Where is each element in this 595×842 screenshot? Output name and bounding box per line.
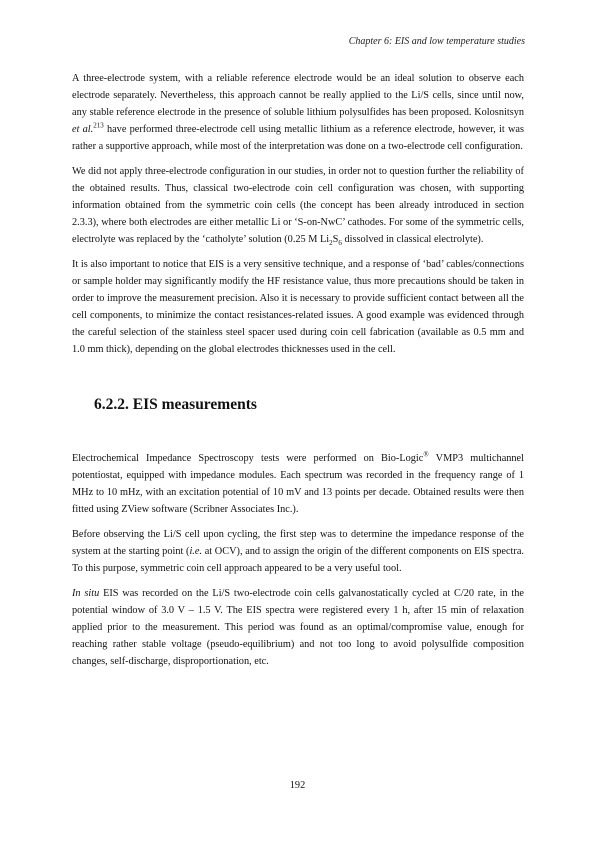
paragraph-eis-tests <box>72 450 524 518</box>
paragraph-impedance-response <box>72 526 524 577</box>
paragraph-two-electrode <box>72 163 524 248</box>
text-italic: et al. <box>72 124 94 135</box>
text-span: A three-electrode system, with a reliable reference electrode would be an ideal solution to observe each electrode separately. Nevertheless, this approach cannot be really applied to the Li/S cells, since until now, any stable reference electrode in the presence of soluble lithium polysulfides has been proposed. Kolosnitsyn <box>72 73 524 118</box>
text-span: at OCV), and to assign the origin of the different components on EIS spectra. To this purpose, symmetric coin cell approach appeared to be a very useful tool. <box>72 546 524 574</box>
text-italic: In situ <box>72 588 100 599</box>
text-italic: i.e. <box>189 546 203 557</box>
citation-ref: 213 <box>93 121 104 130</box>
text-span: Before observing the Li/S cell upon cycling, the first step was to determine the impedance response of the system at the starting point ( <box>72 529 524 557</box>
text-span: EIS was recorded on the Li/S two-electrode coin cells galvanostatically cycled at C/20 rate, in the potential window of 3.0 V – 1.5 V. The EIS spectra were registered every 1 h, after 15 min of relaxation applied prior to the measurement. This period was found as an optimal/compromise value, enough for reaching rather stable voltage (pseudo-equilibrium) and not too long to avoid polysulfide composition changes, self-discharge, disproportionation, etc. <box>72 588 524 667</box>
running-header: Chapter 6: EIS and low temperature studies <box>348 36 525 47</box>
text-span: dissolved in classical electrolyte). <box>341 234 484 245</box>
text-span: VMP3 multichannel potentiostat, equipped with impedance modules. Each spectrum was recorded in the frequency range of 1 MHz to 10 mHz, with an excitation potential of 10 mV and 13 points per decade. Obtained results were then fitted using ZView software (Scribner Associates Inc.). <box>72 453 524 515</box>
registered-mark: ® <box>423 450 429 459</box>
text-span: We did not apply three-electrode configuration in our studies, in order not to question further the reliability of the obtained results. Thus, classical two-electrode coin cell configuration was chosen, with supporting information obtained from the symmetric coin cells (the concept has been already introduced in section 2.3.3), where both electrodes are either metallic Li or ‘S-on-NwC’ cathodes. For some of the symmetric cells, electrolyte was replaced by the ‘catholyte’ solution (0.25 M Li <box>72 166 524 245</box>
text-span: Electrochemical Impedance Spectroscopy tests were performed on Bio-Logic <box>72 453 424 464</box>
subscript: 6 <box>338 239 342 248</box>
page-body <box>72 70 524 678</box>
section-heading: 6.2.2. EIS measurements <box>94 396 257 413</box>
text-span: S <box>332 234 339 245</box>
text-span: have performed three-electrode cell using metallic lithium as a reference electrode, however, it was rather a supportive approach, while most of the interpretation was done on a two-electrode cell configuration. <box>72 124 524 152</box>
paragraph-sensitivity: It is also important to notice that EIS is a very sensitive technique, and a response of ‘bad’ cables/connections or sample holder may significantly modify the HF resistance value, thus more precautions should be taken in order to improve the measurement precision. Also it is necessary to provide sufficient contact between all the cell components, to minimize the contact resistances-related issues. A good example was evidenced through the careful selection of the stainless steel spacer used during coin cell fabrication (available as 0.5 mm and 1.0 mm thick), depending on the global electrodes thicknesses used in the cell. <box>72 259 524 355</box>
paragraph-in-situ <box>72 585 524 670</box>
paragraph-three-electrode <box>72 70 524 155</box>
page-number: 192 <box>289 780 306 791</box>
subscript: 2 <box>329 239 333 248</box>
